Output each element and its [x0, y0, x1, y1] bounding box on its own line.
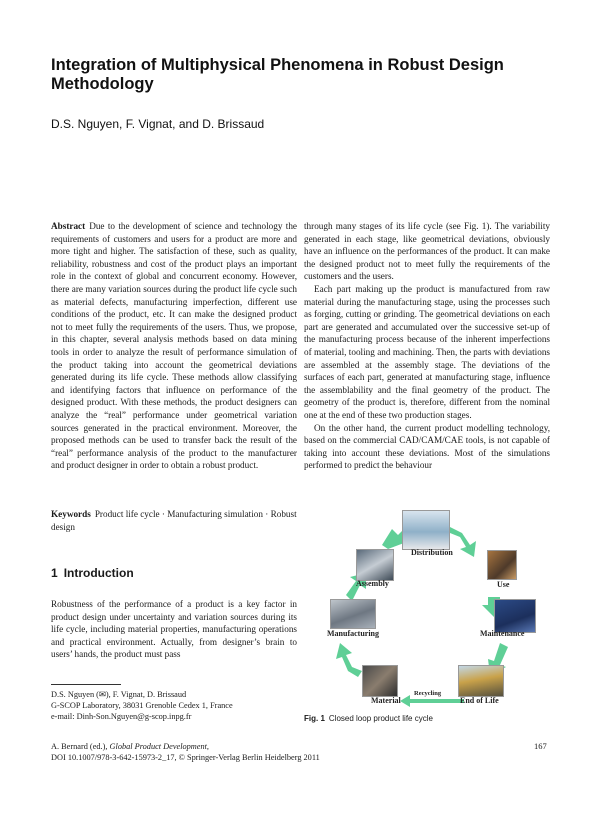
figure-life-cycle — [304, 505, 554, 710]
manufacturing-image — [330, 599, 376, 629]
end-of-life-image — [458, 665, 504, 697]
stage-use: Use — [497, 580, 510, 589]
footnote-rule — [51, 684, 121, 685]
abstract-block — [51, 220, 297, 472]
stage-assembly: Assembly — [356, 579, 389, 588]
introduction-paragraph — [51, 598, 297, 661]
figure-label: Fig. 1 — [304, 714, 325, 723]
editor-prefix: A. Bernard (ed.), — [51, 742, 110, 751]
right-paragraph-2: Each part making up the product is manufactured from raw material during the manufacturing stage, using the processes such as forging, cutting or grinding. The geometrical deviations on each part are generated and accumulated over the successive set-up of the manufacturing process because of the inherent imperfections of material, tooling and machining. Then, the parts with deviations are assembled at the assembly stage. The deviations of the surfaces of each part, generated at manufacturing stage, influence the assemblability and the final geometry of the product. The geometry of the product is, therefore, different from the nominal one at the end of these two production stages. — [304, 283, 550, 420]
material-image — [362, 665, 398, 697]
publication-info — [51, 741, 320, 763]
introduction-text: Robustness of the performance of a product is a key factor in product design under uncertainty and variation sources during its life cycle, including material properties, manufacturing operations and practical environment. Actually, from designer’s brain to users’ hands, the product must pass — [51, 599, 297, 660]
stage-end-of-life: End of Life — [460, 696, 499, 705]
maintenance-image — [494, 599, 536, 633]
book-title: Global Product Development — [109, 742, 207, 751]
recycling-label: Recycling — [414, 690, 442, 697]
distribution-image — [402, 510, 450, 550]
abstract-label: Abstract — [51, 221, 86, 231]
stage-manufacturing: Manufacturing — [327, 629, 379, 638]
keywords-text: Product life cycle · Manufacturing simulation · Robust design — [51, 509, 297, 532]
right-paragraph-1: through many stages of its life cycle (see Fig. 1). The variability generated in each stage, like geometrical deviations, obviously have an influence on the performances of the product. It can make the designed product not to meet fully the requirements of the customers and the users. — [304, 221, 550, 282]
stage-maintenance: Maintenance — [480, 629, 525, 638]
doi-line: DOI 10.1007/978-3-642-15973-2_17, © Springer-Verlag Berlin Heidelberg 2011 — [51, 753, 320, 762]
right-column — [304, 220, 550, 472]
footnote — [51, 689, 233, 722]
stage-material: Material — [371, 696, 401, 705]
use-image — [487, 550, 517, 580]
footnote-authors: D.S. Nguyen (✉), F. Vignat, D. Brissaud — [51, 690, 187, 699]
section-heading — [51, 566, 140, 580]
arrow-material-manufacturing — [336, 643, 362, 677]
section-number: 1 — [51, 566, 58, 580]
keywords-label: Keywords — [51, 509, 91, 519]
editor-suffix: , — [206, 742, 209, 751]
abstract-text: Due to the development of science and technology the requirements of customers and users for a product are more and more tight and higher. The satisfaction of these, such as quality, reliability, robustness and cost of the product plays an important role in the context of global and concurrent economy. However, there are many variation sources during the product life cycle such as material defects, manufacturing imperfection, different use conditions of the product, etc. It can make the designed product not to meet fully the requirements of the users. Thus, we propose, in this chapter, several analysis methods based on data mining tools in order to analyze the result of performance simulation of the product taking into account the geometrical deviations generated during its life cycle. These methods allow classifying and identifying factors that influence on performance of the designed product. With these methods, the product designers can analyze the “real” performance under geometrical variation sources generated in the practical environment. Moreover, the proposed methods can be used to transfer back the result of the “real” performance analysis of the product to the manufacturer and product designer in order to obtain a robust product. — [51, 221, 297, 471]
arrow-distribution-use — [450, 527, 476, 557]
right-paragraph-3: On the other hand, the current product modelling technology, based on the commercial CAD/CAM/CAE tools, is not capable of taking into account these deviations. Most of the simulations performed to predict the behaviour — [304, 422, 550, 471]
stage-distribution: Distribution — [411, 548, 453, 557]
footnote-affiliation: G-SCOP Laboratory, 38031 Grenoble Cedex 1, France — [51, 701, 233, 710]
keywords-block — [51, 508, 297, 533]
figure-caption-text: Closed loop product life cycle — [328, 714, 433, 723]
paper-title: Integration of Multiphysical Phenomena in Robust Design Methodology — [51, 56, 504, 93]
figure-caption — [304, 714, 433, 723]
page-number: 167 — [534, 741, 547, 751]
paper-authors: D.S. Nguyen, F. Vignat, and D. Brissaud — [51, 117, 265, 131]
assembly-image — [356, 549, 394, 581]
footnote-email: e-mail: Dinh-Son.Nguyen@g-scop.inpg.fr — [51, 712, 192, 721]
section-title: Introduction — [63, 566, 134, 580]
